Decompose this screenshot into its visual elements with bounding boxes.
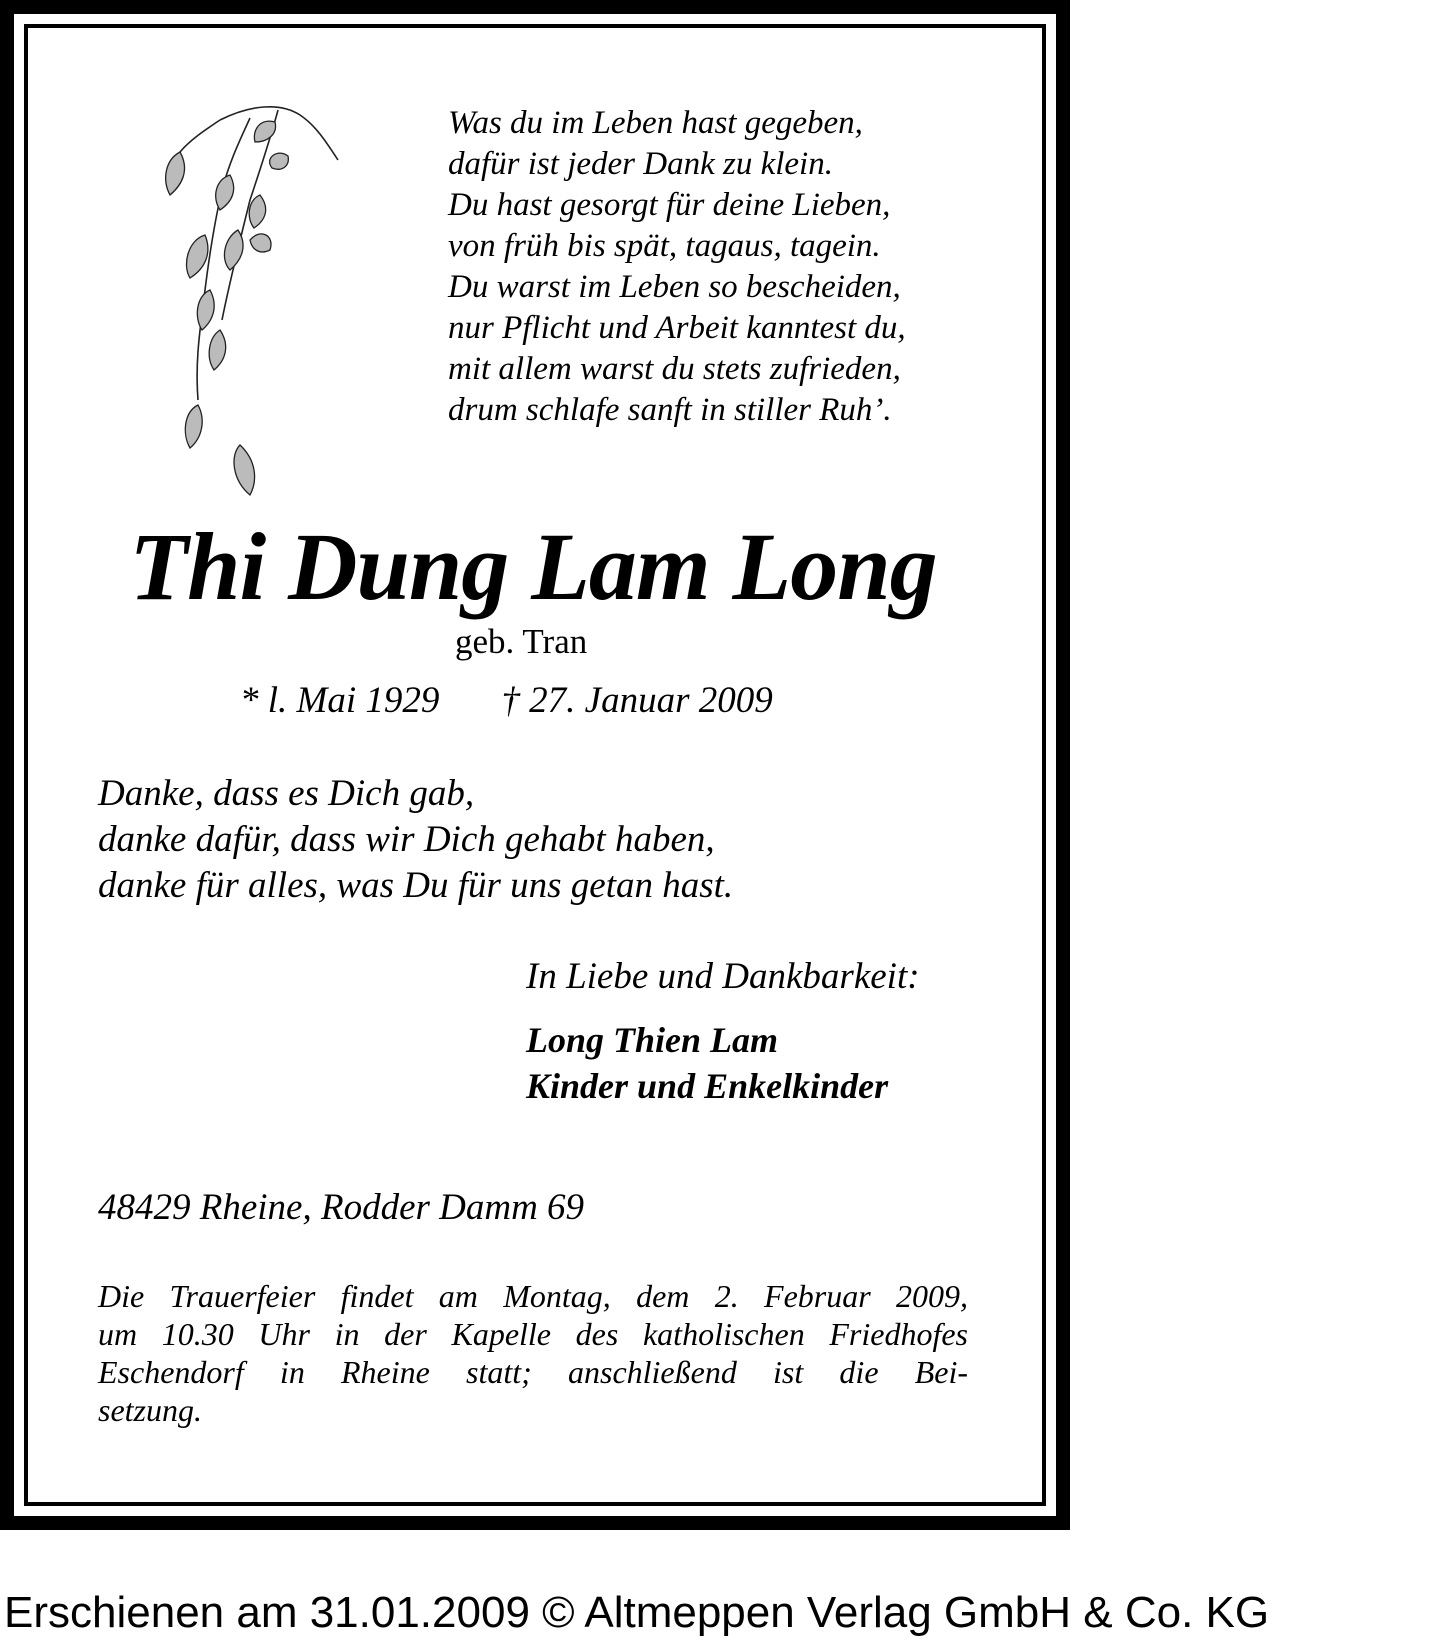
leaf <box>197 290 214 330</box>
leaf <box>224 230 243 270</box>
funeral-notice <box>98 1277 968 1429</box>
funeral-notice-line: Eschendorf in Rheine statt; anschließend ist die Bei- <box>98 1354 968 1390</box>
signoff-text: In Liebe und Dankbarkeit: <box>526 956 920 997</box>
thanks-line: danke dafür, dass wir Dich gehabt haben, <box>98 819 715 860</box>
poem-line: dafür ist jeder Dank zu klein. <box>448 146 833 182</box>
leaf <box>234 445 255 495</box>
funeral-notice-line: um 10.30 Uhr in der Kapelle des katholischen Friedhofes <box>98 1316 968 1352</box>
birth-date: * l. Mai 1929 <box>240 680 440 721</box>
poem-line: drum schlafe sanft in stiller Ruh’. <box>448 392 892 428</box>
leaf <box>216 175 234 210</box>
address: 48429 Rheine, Rodder Damm 69 <box>98 1187 585 1228</box>
poem-line: mit allem warst du stets zufrieden, <box>448 351 901 387</box>
leaf <box>186 235 207 278</box>
poem-line: Du warst im Leben so bescheiden, <box>448 269 901 305</box>
mourner-name: Long Thien Lam <box>526 1020 779 1060</box>
funeral-notice-line: setzung. <box>98 1392 202 1428</box>
publication-footer: Erschienen am 31.01.2009 © Altmeppen Verlag GmbH & Co. KG <box>4 1588 1270 1637</box>
thanks-line: danke für alles, was Du für uns getan hast. <box>98 865 734 906</box>
thanks-verse <box>98 771 733 909</box>
death-date: † 27. Januar 2009 <box>501 680 773 721</box>
poem-line: von früh bis spät, tagaus, tagein. <box>448 228 881 264</box>
poem-line: Du hast gesorgt für deine Lieben, <box>448 187 891 223</box>
leaf <box>250 234 271 252</box>
life-dates <box>240 679 773 723</box>
leaf <box>254 121 275 142</box>
poem-verse <box>448 103 1008 431</box>
poem-line: nur Pflicht und Arbeit kanntest du, <box>448 310 906 346</box>
leaf <box>185 405 202 448</box>
leaf <box>166 152 185 195</box>
funeral-notice-line: Die Trauerfeier findet am Montag, dem 2. Februar 2009, <box>98 1278 968 1314</box>
thanks-line: Danke, dass es Dich gab, <box>98 773 475 814</box>
poem-line: Was du im Leben hast gegeben, <box>448 105 863 141</box>
leaf <box>209 330 225 370</box>
maiden-name: geb. Tran <box>455 622 588 661</box>
mourner-name: Kinder und Enkelkinder <box>526 1066 889 1106</box>
birch-branch-illustration <box>160 100 360 505</box>
mourners-list <box>526 1017 888 1109</box>
leaf <box>270 153 289 169</box>
deceased-name: Thi Dung Lam Long <box>129 513 937 620</box>
leaf <box>249 195 265 228</box>
